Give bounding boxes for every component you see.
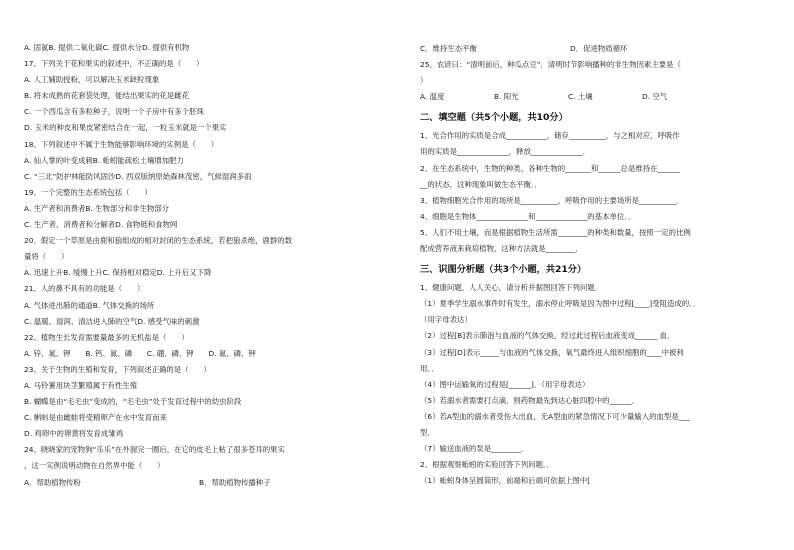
question-25-line-2: ） — [420, 76, 428, 86]
q24-options-continued — [420, 41, 792, 57]
diagram-question-line: （5）若溺水者需要打点滴，则药物最先到达心脏四腔中的______． — [420, 395, 640, 405]
fill-blank-line: __的状态，这种现象叫做生态平衡．． — [420, 179, 542, 189]
question-text-line: A. 人工辅助授粉，可以解决玉米缺粒现象 — [24, 75, 160, 85]
diagram-question-line: （7）输送血液的泵是________． — [420, 444, 529, 454]
diagram-question-line: （6）若A型血的溺水者受伤大出血，无A型血的紧急情况下可少量输入的血型是___ — [420, 411, 690, 421]
question-text-line: 17、下列关于花和果实的叙述中，不正确的是（ ） — [24, 59, 204, 69]
question-text-line: A. 迅速上升B. 缓慢上升C. 保持相对稳定D. 上升后又下降 — [24, 268, 212, 278]
question-text-line: A. 气体进出肺的通道B. 气体交换的场所 — [24, 300, 155, 310]
question-25-line-1: 25、农谚曰：“清明前后，种瓜点豆”．清明时节影响播种的非生物因素主要是（ — [420, 60, 681, 70]
diagram-question-line: （用字母表达） — [420, 315, 472, 325]
diagram-question-line: 2、根据观察蚯蚓的实验回答下列问题．． — [420, 460, 555, 470]
diagram-question-line: 1、健康问题，人人关心，请分析并据图回答下列问题． — [420, 283, 603, 293]
fill-blank-line: 3、植物细胞光合作用的场所是__________，呼吸作用的主要场所是__________． — [420, 195, 684, 205]
question-text-line: C. 一个西瓜含有多粒种子，说明一个子房中有多个胚珠 — [24, 107, 204, 117]
question-text-line: A. 仙人掌的叶变成刺B. 蚯蚓能疏松土壤增加肥力 — [24, 155, 184, 165]
question-text-line: D. 玉米的种皮和果皮紧密结合在一起，一粒玉米就是一个果实 — [24, 123, 227, 133]
question-text-line: 24、晓晓家的宠物狗“乐乐”在外溜完一圈后，在它的皮毛上粘了很多苍耳的果实 — [24, 445, 285, 455]
question-text-line: C. 温暖、湿润、清洁进入肺的空气D. 感受气味的刺激 — [24, 316, 200, 326]
section-2-body — [420, 128, 792, 257]
question-text-line: C. 生产者、消费者和分解者D. 食物链和食物网 — [24, 220, 178, 230]
question-text-line: A. 固氮B. 提供二氧化碳C. 提供水分D. 提供有机物 — [24, 43, 190, 52]
q24-options — [24, 475, 396, 491]
left-column — [24, 40, 396, 491]
section-3-heading: 三、识图分析题（共3个小题，共21分） — [420, 264, 587, 276]
option-a: A．帮助植物传粉 — [24, 477, 81, 487]
option-d: D．促进物质循环 — [570, 44, 628, 53]
fill-blank-line: 用的实质是______________，释放______________． — [420, 147, 590, 157]
question-text-line: C. 蝌蚪是由雌蛙将受精卵产在水中发育而来 — [24, 413, 167, 423]
option-c: C. 土壤 — [568, 92, 593, 102]
question-text-line: C. “三北”防护林能防风固沙D. 西双版纳原始森林茂密，气候湿润多雨 — [24, 171, 252, 181]
question-25-options — [420, 89, 792, 105]
question-text-line: 22、植物生长发育需要量最多的无机盐是（ ） — [24, 332, 189, 342]
option-d: D. 空气 — [642, 92, 668, 102]
question-text-line: 量将（ ） — [24, 252, 69, 262]
question-text-line: 23、关于生物的生殖和发育，下列叙述正确的是（ ） — [24, 364, 211, 374]
diagram-question-line: （1）夏季学生溺水事件时有发生，溺水停止呼吸是因为图中过程[____]受阻造成的．． — [420, 299, 701, 309]
diagram-question-line: （4）图中运输氧的过程是[______]．（用字母表达） — [420, 379, 590, 389]
fill-blank-line: 1、光合作用的实质是合成___________，储存__________，与之相对应，呼吸作 — [420, 131, 680, 141]
question-text-line: 19、一个完整的生态系统包括（ ） — [24, 187, 152, 197]
diagram-question-line: （3）过程[D]表示_____与血液的气体交换，氧气最终进入组织细胞的____中被利 — [420, 347, 684, 357]
option-b: B．帮助植物传播种子 — [199, 477, 271, 487]
question-text-line: 20、假定一个草原是由鹿和狼组成的相对封闭的生态系统，若把狼杀绝，鹿群的数 — [24, 236, 293, 246]
fill-blank-line: 2、在生态系统中，生物的种类、各种生物的_______和______总是维持在______ — [420, 163, 680, 173]
diagram-question-line: 用．． — [420, 363, 439, 373]
diagram-question-line: （2）过程[B]表示肺泡与血液的气体交换，经过此过程后血液变成______ 血． — [420, 331, 675, 341]
option-b: B. 阳光 — [494, 92, 519, 102]
option-c: C．维持生态平衡 — [420, 44, 477, 53]
question-text-line: A. 锌、氮、钾 B. 钙、氮、磷 C. 硼、磷、钾 D. 氮、磷、钾 — [24, 348, 256, 358]
right-column — [420, 41, 792, 489]
question-text-line: B. 蝴蝶是由“毛毛虫”变成的，“毛毛虫”处于发育过程中的幼虫阶段 — [24, 397, 242, 407]
question-text-line: A. 生产者和消费者B. 生物部分和非生物部分 — [24, 203, 170, 213]
question-text-line: ，这一实例说明动物在自然界中能（ ） — [24, 461, 165, 471]
diagram-question-line: 型． — [420, 427, 435, 437]
section-2-heading: 二、填空题（共5个小题，共10分） — [420, 112, 568, 124]
question-text-line: 18、下列叙述中不属于生物能够影响环境的实例是（ ） — [24, 139, 219, 149]
question-text-line: A. 马铃薯用块茎繁殖属于有性生殖 — [24, 380, 138, 390]
fill-blank-line: 配成营养液来栽培植物，这种方法就是________． — [420, 244, 583, 254]
question-text-line: D. 鸡卵中的卵黄将发育成雏鸡 — [24, 429, 124, 439]
question-text-line: 21、人的鼻不具有的功能是（ ） — [24, 284, 145, 294]
diagram-question-line: （1）蚯蚓身体呈圆筒形，前端和后端可依据上图中[ — [420, 476, 591, 486]
section-3-body — [420, 280, 792, 489]
fill-blank-line: 4、细胞是生物体______________和______________的基本单位．． — [420, 211, 636, 221]
option-a: A. 温度 — [420, 92, 445, 102]
question-text-line: B. 将未成熟的花套袋处理，能结出果实的花是雌花 — [24, 91, 189, 101]
fill-blank-line: 5、人们不用土壤，而是根据植物生活所需________的种类和数量，按照一定的比例 — [420, 227, 691, 237]
